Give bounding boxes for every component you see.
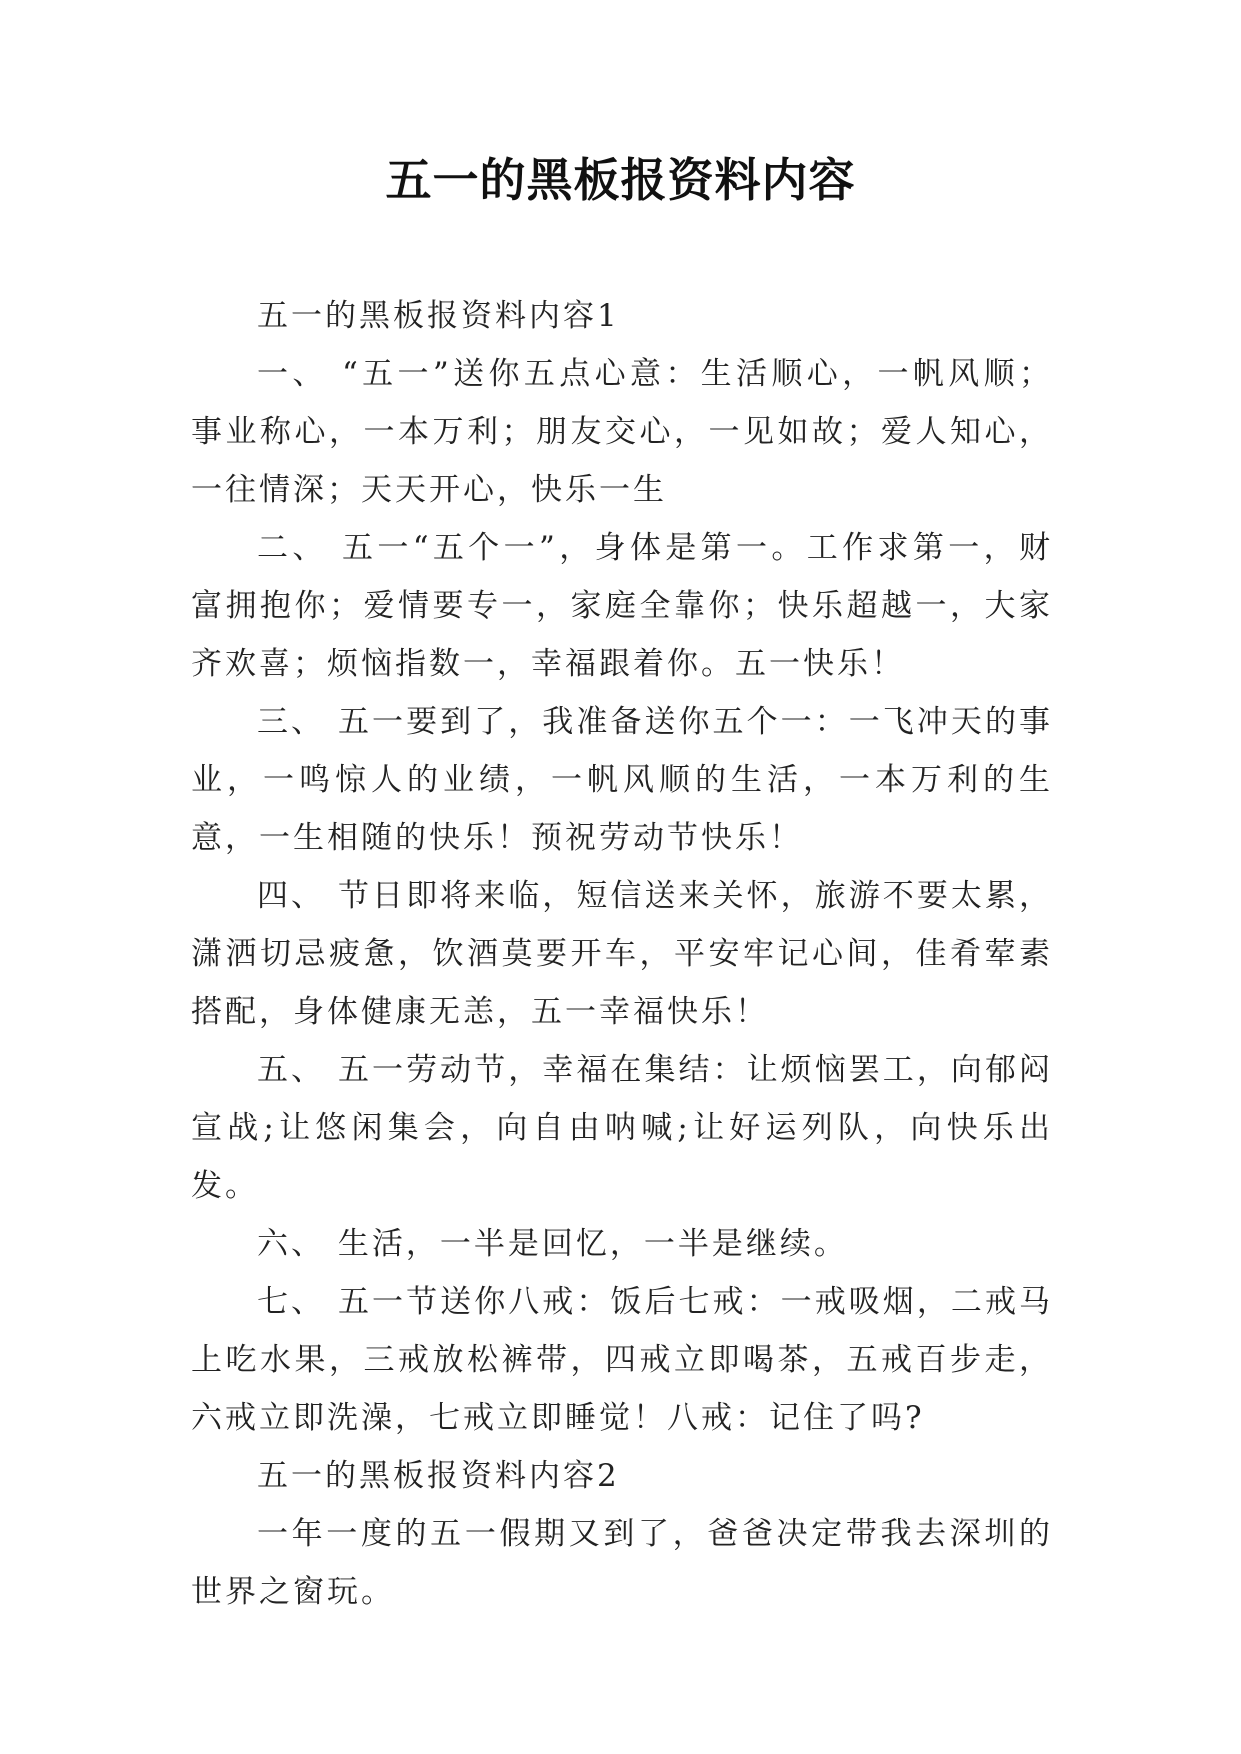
section-heading-2: 五一的黑板报资料内容2 [257, 1458, 620, 1494]
paragraph-item-4: 四、 节日即将来临，短信送来关怀，旅游不要太累，潇洒切忌疲惫，饮酒莫要开车，平安牢记心间，佳肴荤素搭配，身体健康无恙，五一幸福快乐！ [191, 878, 1053, 1030]
paragraph-item-1: 一、 “五一”送你五点心意：生活顺心，一帆风顺；事业称心，一本万利；朋友交心，一见如故；爱人知心，一往情深；天天开心，快乐一生 [191, 356, 1053, 508]
paragraph-intro: 一年一度的五一假期又到了，爸爸决定带我去深圳的世界之窗玩。 [191, 1516, 1053, 1610]
document-body [191, 287, 1053, 1621]
paragraph-item-2: 二、 五一“五个一”，身体是第一。工作求第一，财富拥抱你；爱情要专一，家庭全靠你；快乐超越一，大家齐欢喜；烦恼指数一，幸福跟着你。五一快乐！ [191, 530, 1053, 682]
paragraph-item-3: 三、 五一要到了，我准备送你五个一：一飞冲天的事业，一鸣惊人的业绩，一帆风顺的生活，一本万利的生意，一生相随的快乐！预祝劳动节快乐！ [191, 704, 1053, 856]
section-heading-1: 五一的黑板报资料内容1 [257, 298, 620, 334]
paragraph-item-6: 六、 生活，一半是回忆，一半是继续。 [257, 1226, 848, 1262]
paragraph-item-5: 五、 五一劳动节，幸福在集结：让烦恼罢工，向郁闷宣战;让悠闲集会，向自由呐喊;让好运列队，向快乐出发。 [191, 1052, 1053, 1204]
document-title: 五一的黑板报资料内容 [385, 153, 856, 207]
paragraph-item-7: 七、 五一节送你八戒：饭后七戒：一戒吸烟，二戒马上吃水果，三戒放松裤带，四戒立即喝茶，五戒百步走，六戒立即洗澡，七戒立即睡觉！八戒：记住了吗? [191, 1284, 1053, 1436]
